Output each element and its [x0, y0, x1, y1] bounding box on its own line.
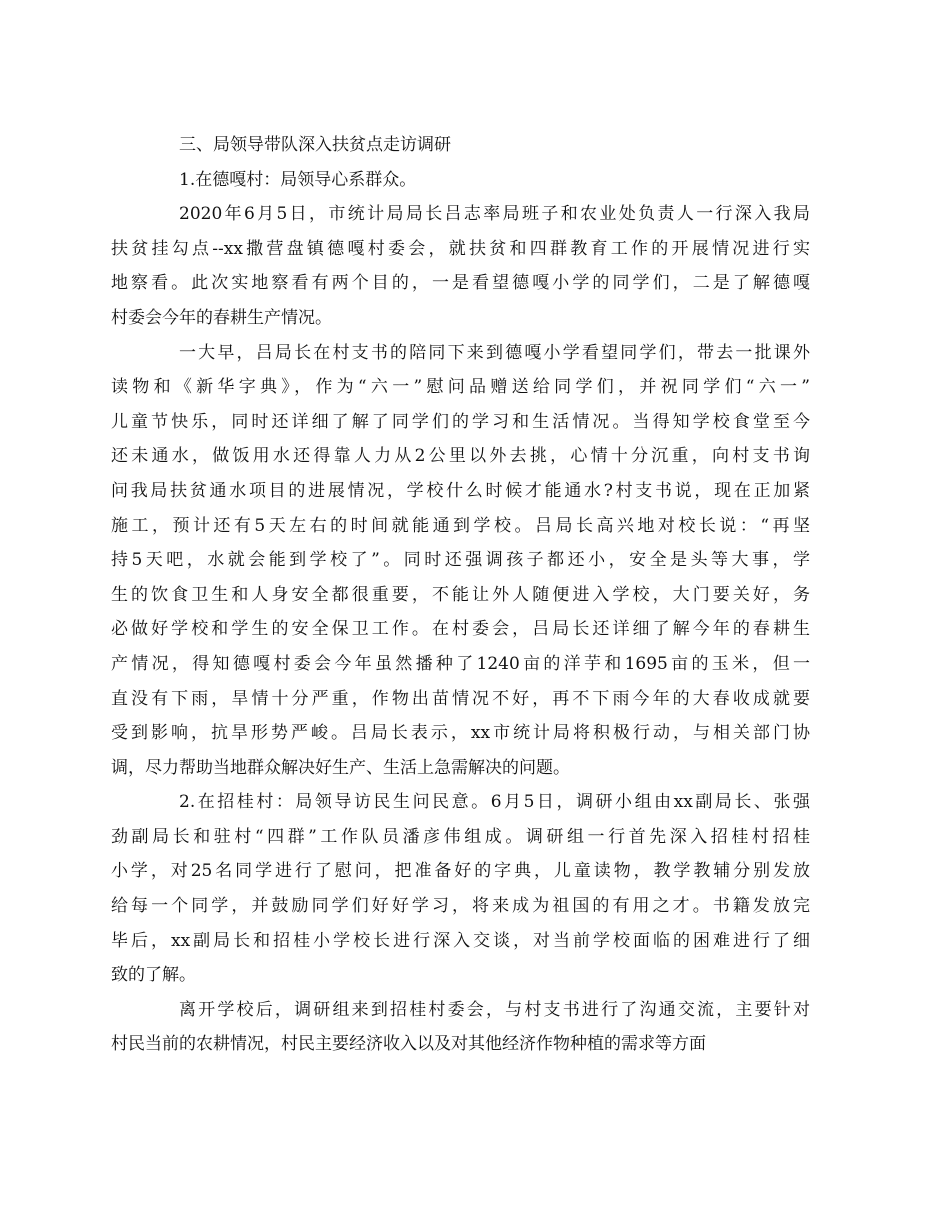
text-line: 毕后，xx副局长和招桂小学校长进行深入交谈，对当前学校面临的困难进行了细 [111, 930, 810, 951]
paragraph-zhaogui-visit [111, 785, 810, 993]
text-line: 给每一个同学，并鼓励同学们好好学习，将来成为祖国的有用之才。书籍发放完 [111, 896, 810, 917]
text-line: 小学，对25名同学进行了慰问，把准备好的字典，儿童读物，教学教辅分别发放 [111, 861, 810, 882]
text-line: 村委会今年的春耕生产情况。 [111, 307, 332, 328]
text-line: 持5天吧，水就会能到学校了”。同时还强调孩子都还小，安全是头等大事，学 [111, 550, 810, 571]
paragraph-zhaogui-village-committee [111, 993, 810, 1062]
document-body [111, 128, 810, 1062]
paragraph-dega-school-visit [111, 336, 810, 786]
text-line: 2.在招桂村：局领导访民生问民意。6月5日，调研小组由xx副局长、张强 [179, 792, 810, 813]
text-line: 地察看。此次实地察看有两个目的，一是看望德嘎小学的同学们，二是了解德嘎 [111, 273, 810, 294]
text-line: 离开学校后，调研组来到招桂村委会，与村支书进行了沟通交流，主要针对 [179, 999, 810, 1020]
paragraph-visit-overview [111, 197, 810, 335]
text-line: 扶贫挂勾点--xx撒营盘镇德嘎村委会，就扶贫和四群教育工作的开展情况进行实 [111, 238, 810, 259]
text-line: 一大早，吕局长在村支书的陪同下来到德嘎小学看望同学们，带去一批课外 [179, 342, 810, 363]
text-line: 调，尽力帮助当地群众解决好生产、生活上急需解决的问题。 [111, 757, 570, 778]
text-line: 生的饮食卫生和人身安全都很重要，不能让外人随便进入学校，大门要关好，务 [111, 584, 810, 605]
text-line: 致的了解。 [111, 965, 196, 986]
text-line: 施工，预计还有5天左右的时间就能通到学校。吕局长高兴地对校长说：“再坚 [111, 515, 810, 536]
text-line: 直没有下雨，旱情十分严重，作物出苗情况不好，再不下雨今年的大春收成就要 [111, 688, 810, 709]
section-heading: 三、局领导带队深入扶贫点走访调研 [179, 135, 451, 155]
text-line: 还未通水，做饭用水还得靠人力从2公里以外去挑，心情十分沉重，向村支书询 [111, 446, 810, 467]
subsection-heading-dega: 1.在德嘎村：局领导心系群众。 [179, 169, 417, 190]
text-line: 2020年6月5日，市统计局局长吕志率局班子和农业处负责人一行深入我局 [179, 204, 810, 225]
text-line: 儿童节快乐，同时还详细了解了同学们的学习和生活情况。当得知学校食堂至今 [111, 411, 810, 432]
text-line: 产情况，得知德嘎村委会今年虽然播种了1240亩的洋芋和1695亩的玉米，但一 [111, 653, 810, 674]
text-line: 劲副局长和驻村“四群”工作队员潘彦伟组成。调研组一行首先深入招桂村招桂 [111, 826, 810, 847]
text-line: 受到影响，抗旱形势严峻。吕局长表示，xx市统计局将积极行动，与相关部门协 [111, 723, 810, 744]
text-line: 读物和《新华字典》，作为“六一”慰问品赠送给同学们，并祝同学们“六一” [111, 377, 810, 398]
text-line: 必做好学校和学生的安全保卫工作。在村委会，吕局长还详细了解今年的春耕生 [111, 619, 810, 640]
text-line: 村民当前的农耕情况，村民主要经济收入以及对其他经济作物种植的需求等方面 [111, 1034, 706, 1055]
text-line: 问我局扶贫通水项目的进展情况，学校什么时候才能通水?村支书说，现在正加紧 [111, 480, 810, 501]
